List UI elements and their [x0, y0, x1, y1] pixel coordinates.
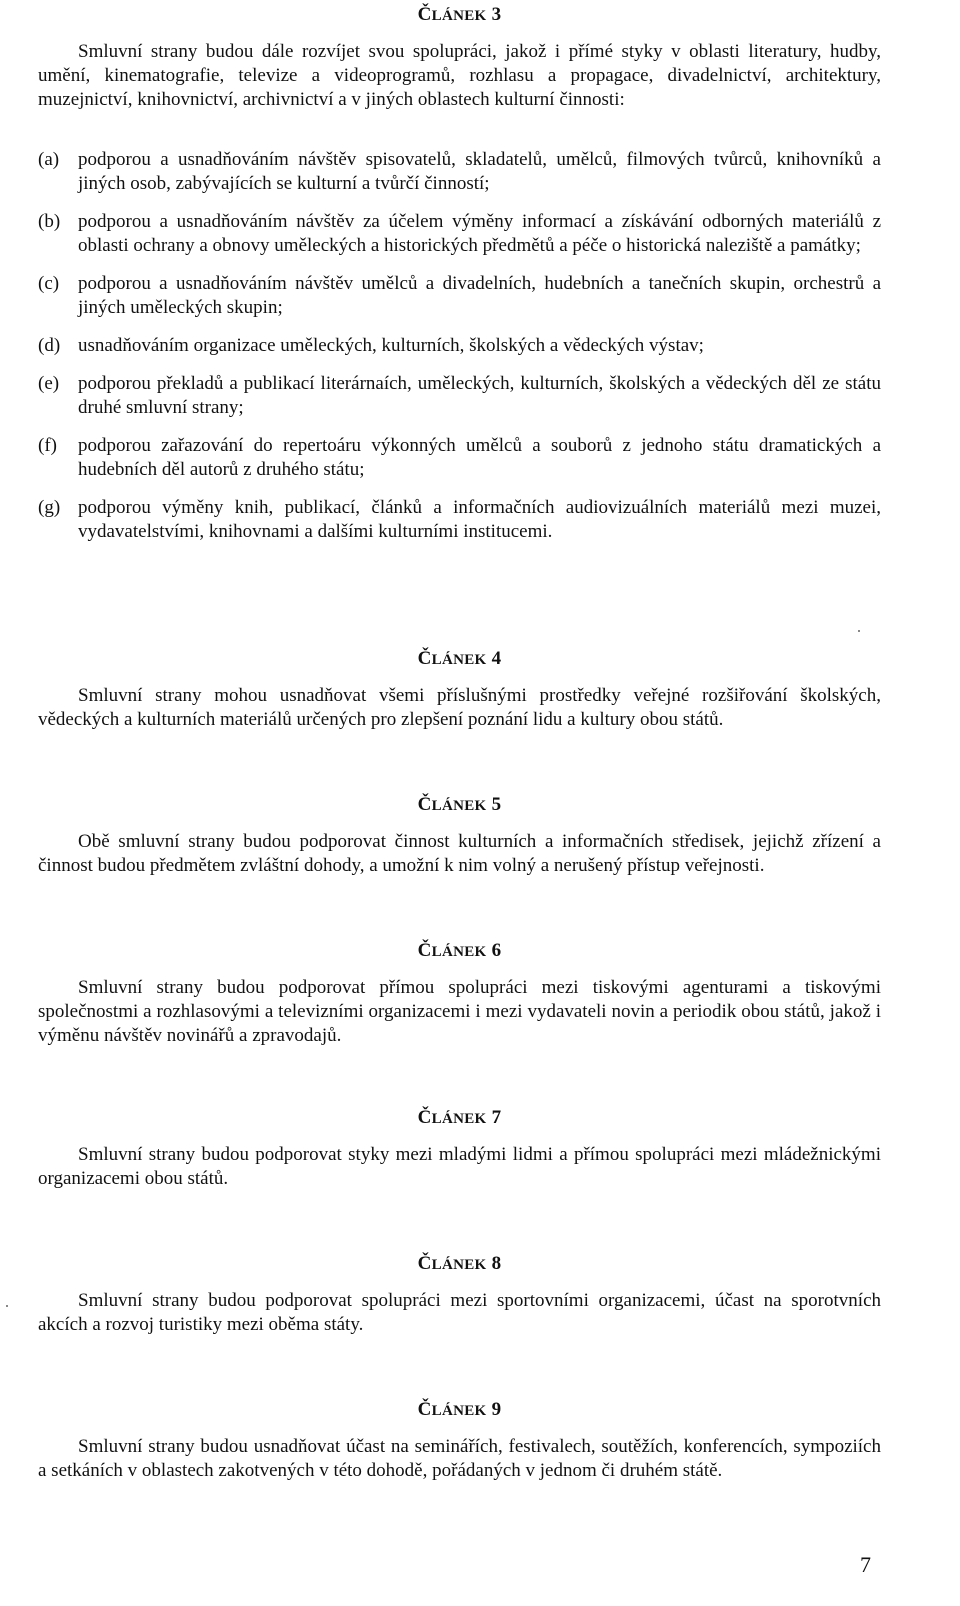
heading-word: LÁNEK — [431, 798, 487, 814]
heading-prefix: Č — [417, 4, 432, 25]
article-3-intro: Smluvní strany budou dále rozvíjet svou spolupráci, jakož i přímé styky v oblasti literatury, hudby, umění, kinematografie, televize a videoprogramů, rozhlasu a propagace, divadelnictví, architektury, muzejnictví, knihovnictví, archivnictví a v jiných oblastech kulturní činnosti: — [38, 41, 881, 110]
heading-word: LÁNEK — [431, 1257, 487, 1273]
article-5-text: Obě smluvní strany budou podporovat činnost kulturních a informačních středisek, jejichž zřízení a činnost budou předmětem zvláštní dohody, a umožní k nim volný a nerušený přístup veřejnosti. — [38, 831, 881, 876]
list-item — [38, 496, 881, 544]
page-number: 7 — [860, 1552, 871, 1577]
list-item-text: podporou překladů a publikací literárnaích, uměleckých, kulturních, školských a vědeckých děl ze státu druhé smluvní strany; — [78, 373, 881, 418]
heading-prefix: Č — [417, 1399, 432, 1420]
heading-number: 7 — [491, 1107, 502, 1128]
list-item — [38, 210, 881, 258]
article-4-text: Smluvní strany mohou usnadňovat všemi příslušnými prostředky veřejné rozšiřování školských, vědeckých a kulturních materiálů určených pro zlepšení poznání lidu a kultury obou států. — [38, 685, 881, 730]
list-item-text: podporou a usnadňováním návštěv spisovatelů, skladatelů, umělců, filmových tvůrců, knihovníků a jiných osob, zabývajících se kulturní a tvůrčí činností; — [78, 149, 881, 194]
list-item-text: podporou výměny knih, publikací, článků a informačních audiovizuálních materiálů mezi muzei, vydavatelstvími, knihovnami a dalšími kulturními institucemi. — [78, 497, 881, 542]
heading-word: LÁNEK — [431, 652, 487, 668]
list-item — [38, 272, 881, 320]
heading-number: 4 — [491, 648, 502, 669]
article-6-text: Smluvní strany budou podporovat přímou spolupráci mezi tiskovými agenturami a tiskovými společnostmi a rozhlasovými a televizními organizacemi i mezi vydavateli novin a periodik obou států, jakož i výměnu návštěv novinářů a zpravodajů. — [38, 977, 881, 1046]
list-item — [38, 148, 881, 196]
heading-word: LÁNEK — [431, 944, 487, 960]
heading-prefix: Č — [417, 1107, 432, 1128]
scan-speck — [6, 1305, 8, 1307]
heading-prefix: Č — [417, 1253, 432, 1274]
list-item — [38, 434, 881, 482]
list-item-marker: (e) — [38, 373, 60, 394]
list-item-marker: (c) — [38, 273, 60, 294]
article-8-text: Smluvní strany budou podporovat spolupráci mezi sportovními organizacemi, účast na sporotvních akcích a rozvoj turistiky mezi oběma státy. — [38, 1290, 881, 1335]
list-item-text: usnadňováním organizace uměleckých, kulturních, školských a vědeckých výstav; — [78, 335, 704, 356]
article-9-text: Smluvní strany budou usnadňovat účast na seminářích, festivalech, soutěžích, konferencích, sympoziích a setkáních v oblastech zakotvených v této dohodě, pořádaných v jednom či druhém státě. — [38, 1436, 881, 1481]
article-7-text: Smluvní strany budou podporovat styky mezi mladými lidmi a přímou spolupráci mezi mládežnickými organizacemi obou států. — [38, 1144, 881, 1189]
article-6-heading — [38, 940, 881, 962]
list-item-marker: (d) — [38, 335, 61, 356]
list-item-text: podporou a usnadňováním návštěv umělců a divadelních, hudebních a tanečních skupin, orchestrů a jiných uměleckých skupin; — [78, 273, 881, 318]
list-item-text: podporou a usnadňováním návštěv za účelem výměny informací a získávání odborných materiálů z oblasti ochrany a obnovy uměleckých a historických předmětů a péče o historická naleziště a památky; — [78, 211, 881, 256]
article-9-heading — [38, 1399, 881, 1421]
heading-prefix: Č — [417, 648, 432, 669]
article-7-heading — [38, 1107, 881, 1129]
heading-number: 5 — [491, 794, 502, 815]
article-8-heading — [38, 1253, 881, 1275]
list-item-text: podporou zařazování do repertoáru výkonných umělců a souborů z jednoho státu dramatických a hudebních děl autorů z druhého státu; — [78, 435, 881, 480]
heading-prefix: Č — [417, 794, 432, 815]
heading-word: LÁNEK — [431, 1403, 487, 1419]
scan-speck — [858, 630, 860, 632]
heading-number: 6 — [491, 940, 502, 961]
list-item-marker: (g) — [38, 497, 61, 518]
heading-number: 8 — [491, 1253, 502, 1274]
article-3-heading — [38, 4, 881, 26]
heading-number: 3 — [491, 4, 502, 25]
list-item — [38, 334, 881, 358]
heading-word: LÁNEK — [431, 1111, 487, 1127]
article-3-list — [38, 148, 881, 544]
heading-word: LÁNEK — [431, 8, 487, 24]
list-item — [38, 372, 881, 420]
list-item-marker: (a) — [38, 149, 60, 170]
heading-prefix: Č — [417, 940, 432, 961]
heading-number: 9 — [491, 1399, 502, 1420]
list-item-marker: (f) — [38, 435, 57, 456]
list-item-marker: (b) — [38, 211, 61, 232]
article-4-heading — [38, 648, 881, 670]
article-5-heading — [38, 794, 881, 816]
